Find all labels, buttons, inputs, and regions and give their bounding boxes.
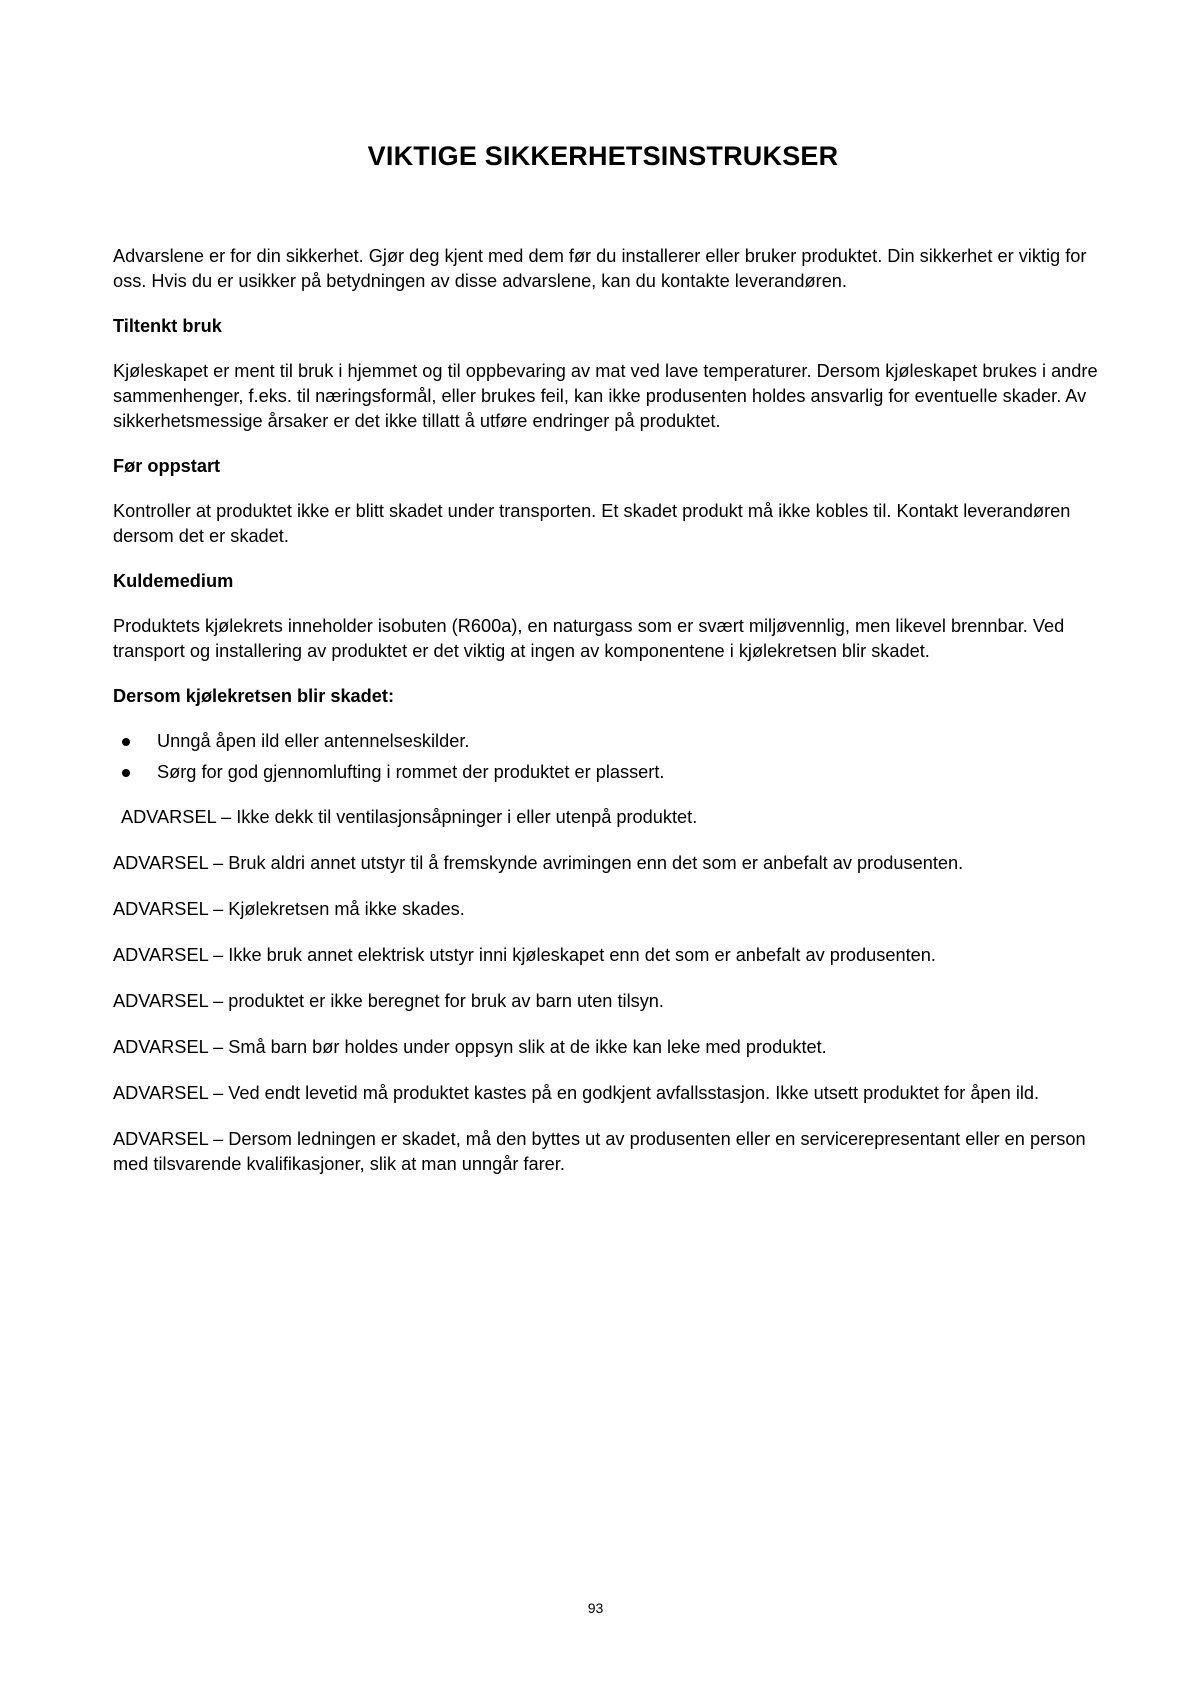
page-title: VIKTIGE SIKKERHETSINSTRUKSER <box>367 141 839 171</box>
bullet-text: Sørg for god gjennomlufting i rommet der produktet er plassert. <box>157 762 665 782</box>
warning-power-cord: ADVARSEL – Dersom ledningen er skadet, må den byttes ut av produsenten eller en servicerepresentant eller en person med tilsvarende kvalifikasjoner, slik at man unngår farer. <box>113 1129 1086 1174</box>
warning-defrosting: ADVARSEL – Bruk aldri annet utstyr til å fremskynde avrimingen enn det som er anbefalt av produsenten. <box>113 853 964 873</box>
intro-paragraph: Advarslene er for din sikkerhet. Gjør deg kjent med dem før du installerer eller bruker produktet. Din sikkerhet er viktig for oss. Hvis du er usikker på betydningen av disse advarslene, kan du kontakte leverandøren. <box>113 246 1087 291</box>
warning-children-supervision: ADVARSEL – produktet er ikke beregnet for bruk av barn uten tilsyn. <box>113 991 664 1011</box>
page-number: 93 <box>587 1600 604 1616</box>
warning-electrical-equipment: ADVARSEL – Ikke bruk annet elektrisk utstyr inni kjøleskapet enn det som er anbefalt av produsenten. <box>113 945 936 965</box>
warning-small-children: ADVARSEL – Små barn bør holdes under oppsyn slik at de ikke kan leke med produktet. <box>113 1037 827 1057</box>
damage-bullet-list <box>113 729 1103 785</box>
damage-heading: Dersom kjølekretsen blir skadet: <box>113 686 395 706</box>
warning-cooling-circuit: ADVARSEL – Kjølekretsen må ikke skades. <box>113 899 465 919</box>
bullet-icon <box>122 769 130 777</box>
section-text-before-start: Kontroller at produktet ikke er blitt skadet under transporten. Et skadet produkt må ikke kobles til. Kontakt leverandøren dersom det er skadet. <box>113 501 1071 546</box>
section-heading-before-start: Før oppstart <box>113 456 221 476</box>
section-heading-intended-use: Tiltenkt bruk <box>113 316 222 336</box>
bullet-item <box>113 729 1103 754</box>
warning-disposal: ADVARSEL – Ved endt levetid må produktet kastes på en godkjent avfallsstasjon. Ikke utsett produktet for åpen ild. <box>113 1083 1040 1103</box>
section-heading-refrigerant: Kuldemedium <box>113 571 234 591</box>
section-text-intended-use: Kjøleskapet er ment til bruk i hjemmet og til oppbevaring av mat ved lave temperaturer. Dersom kjøleskapet brukes i andre sammenhenger, f.eks. til næringsformål, eller brukes feil, kan ikke produsenten holdes ansvarlig for eventuelle skader. Av sikkerhetsmessige årsaker er det ikke tillatt å utføre endringer på produktet. <box>113 361 1098 431</box>
bullet-item <box>113 760 1103 785</box>
bullet-icon <box>122 738 130 746</box>
warning-ventilation: ADVARSEL – Ikke dekk til ventilasjonsåpninger i eller utenpå produktet. <box>121 807 698 827</box>
section-text-refrigerant: Produktets kjølekrets inneholder isobuten (R600a), en naturgass som er svært miljøvennlig, men likevel brennbar. Ved transport og installering av produktet er det viktig at ingen av komponentene i kjølekretsen blir skadet. <box>113 616 1065 661</box>
document-body <box>113 244 1103 1198</box>
bullet-text: Unngå åpen ild eller antennelseskilder. <box>157 731 470 751</box>
